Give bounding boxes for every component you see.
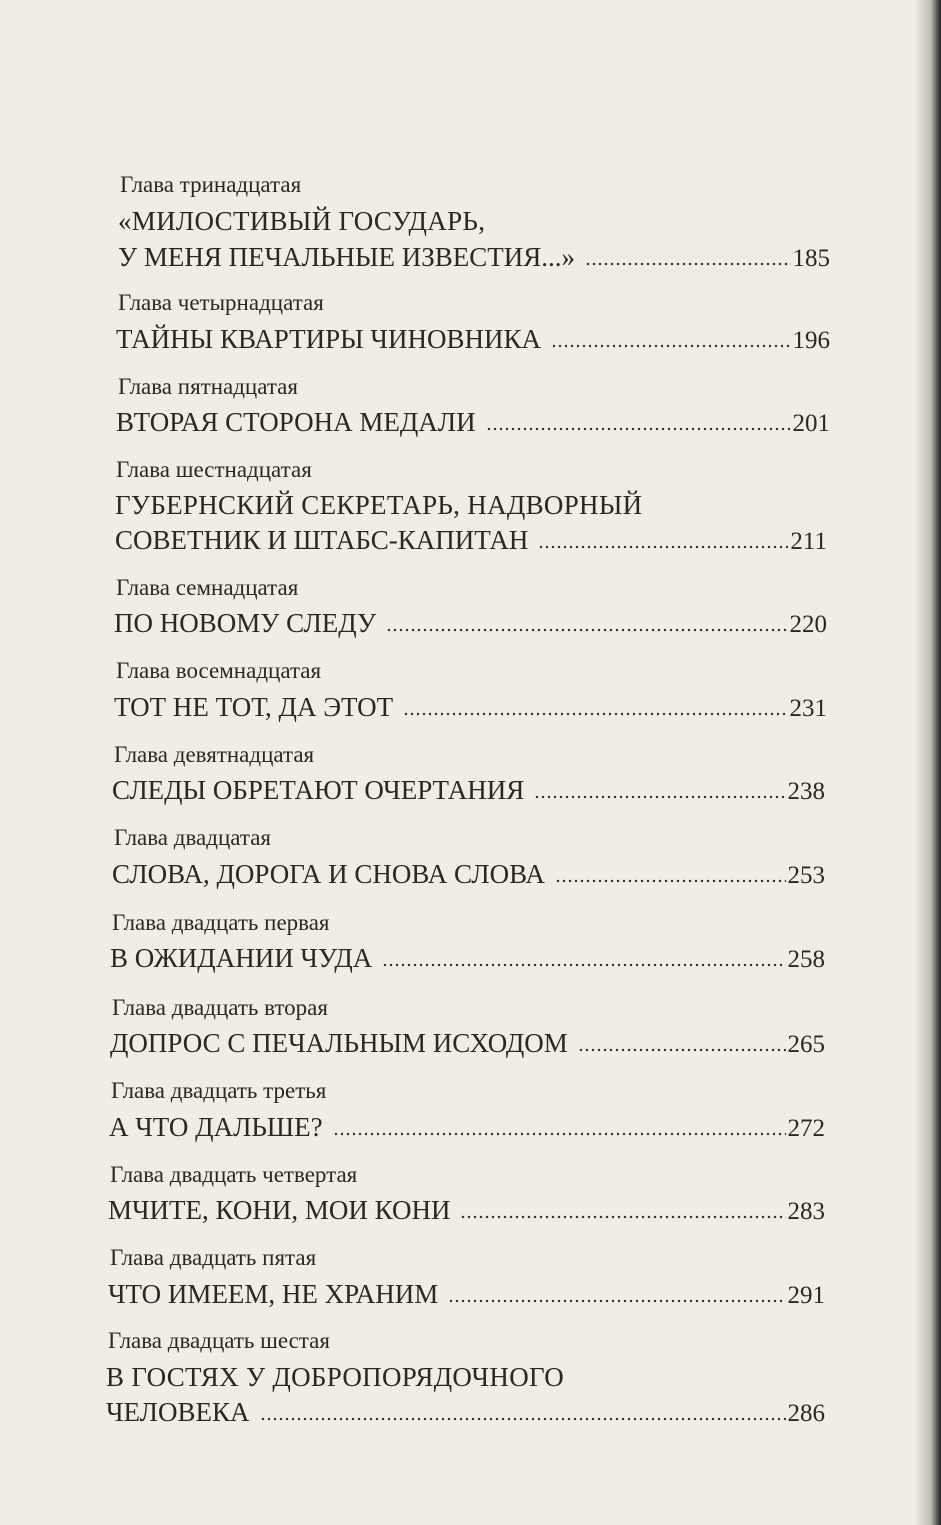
chapter-title-row <box>106 1395 825 1431</box>
page-number: 196 <box>792 327 830 354</box>
chapter-title-line: ТАЙНЫ КВАРТИРЫ ЧИНОВНИКА <box>116 324 541 354</box>
chapter-title-line: ТОТ НЕ ТОТ, ДА ЭТОТ <box>114 692 394 722</box>
page-number: 283 <box>787 1198 825 1225</box>
chapter-label: Глава двадцать вторая <box>112 995 328 1020</box>
chapter-title-row <box>110 1026 825 1062</box>
chapter-title-line: ЧТО ИМЕЕМ, НЕ ХРАНИМ <box>108 1279 439 1309</box>
chapter-title-line: ПО НОВОМУ СЛЕДУ <box>114 608 377 638</box>
page-number: 291 <box>787 1282 825 1309</box>
chapter-title-line: ЧЕЛОВЕКА <box>106 1397 250 1427</box>
chapter-label: Глава двадцать пятая <box>110 1245 317 1270</box>
chapter-title-row <box>112 773 825 809</box>
chapter-label: Глава пятнадцатая <box>118 374 298 399</box>
page-number: 185 <box>792 245 830 272</box>
page-number: 211 <box>790 528 827 555</box>
chapter-title-row <box>112 857 825 893</box>
chapter-title-row <box>114 606 827 642</box>
page-number: 265 <box>787 1031 825 1058</box>
chapter-title-line: СОВЕТНИК И ШТАБС-КАПИТАН <box>115 525 529 555</box>
dot-leader <box>260 1416 786 1422</box>
dot-leader <box>578 1047 786 1053</box>
chapter-title-row <box>116 405 830 441</box>
dot-leader <box>460 1214 785 1220</box>
chapter-title-row <box>108 1277 825 1313</box>
chapter-title-line: В ГОСТЯХ У ДОБРОПОРЯДОЧНОГО <box>106 1362 565 1392</box>
page-number: 231 <box>789 695 827 722</box>
chapter-title-row <box>110 941 825 977</box>
chapter-label: Глава шестнадцатая <box>116 457 312 482</box>
dot-leader <box>448 1298 785 1304</box>
chapter-title-line: ДОПРОС С ПЕЧАЛЬНЫМ ИСХОДОМ <box>110 1028 568 1058</box>
dot-leader <box>538 544 788 550</box>
chapter-label: Глава двадцать четвертая <box>110 1162 358 1187</box>
dot-leader <box>382 962 785 968</box>
chapter-title-row <box>116 322 830 358</box>
chapter-title-row <box>109 1110 825 1146</box>
chapter-label: Глава двадцатая <box>114 825 271 850</box>
dot-leader <box>386 627 787 633</box>
page-number: 220 <box>789 611 827 638</box>
dot-leader <box>551 343 791 349</box>
chapter-title-row <box>115 523 827 559</box>
dot-leader <box>486 426 791 432</box>
chapter-title-line: МЧИТЕ, КОНИ, МОИ КОНИ <box>108 1195 451 1225</box>
chapter-label: Глава тринадцатая <box>120 172 302 197</box>
chapter-title-line: А ЧТО ДАЛЬШЕ? <box>109 1112 323 1142</box>
chapter-title-row <box>118 240 830 276</box>
chapter-title-line: ГУБЕРНСКИЙ СЕКРЕТАРЬ, НАДВОРНЫЙ <box>115 490 643 520</box>
chapter-title-line: СЛЕДЫ ОБРЕТАЮТ ОЧЕРТАНИЯ <box>112 775 525 805</box>
page-number: 201 <box>792 410 830 437</box>
dot-leader <box>403 711 787 717</box>
page-number: 258 <box>787 946 825 973</box>
page-number: 272 <box>787 1115 825 1142</box>
page-number: 238 <box>787 778 825 805</box>
chapter-label: Глава двадцать третья <box>111 1078 327 1103</box>
chapter-label: Глава девятнадцатая <box>114 742 315 767</box>
chapter-title-line: «МИЛОСТИВЫЙ ГОСУДАРЬ, <box>118 206 486 236</box>
chapter-label: Глава четырнадцатая <box>118 290 324 315</box>
chapter-title-line: ВТОРАЯ СТОРОНА МЕДАЛИ <box>116 407 476 437</box>
chapter-label: Глава восемнадцатая <box>116 658 322 683</box>
dot-leader <box>555 878 786 884</box>
chapter-title-row <box>114 690 827 726</box>
dot-leader <box>585 261 790 267</box>
page-number: 253 <box>787 862 825 889</box>
chapter-title-line: У МЕНЯ ПЕЧАЛЬНЫЕ ИЗВЕСТИЯ...» <box>118 242 576 272</box>
dot-leader <box>534 794 785 800</box>
chapter-label: Глава двадцать первая <box>112 910 330 935</box>
chapter-label: Глава двадцать шестая <box>108 1328 330 1353</box>
chapter-label: Глава семнадцатая <box>116 575 299 600</box>
page-edge-shadow <box>915 0 941 1525</box>
page-number: 286 <box>787 1400 825 1427</box>
chapter-title-row <box>108 1193 825 1229</box>
chapter-title-line: СЛОВА, ДОРОГА И СНОВА СЛОВА <box>112 859 545 889</box>
chapter-title-line: В ОЖИДАНИИ ЧУДА <box>110 943 373 973</box>
dot-leader <box>333 1131 786 1137</box>
